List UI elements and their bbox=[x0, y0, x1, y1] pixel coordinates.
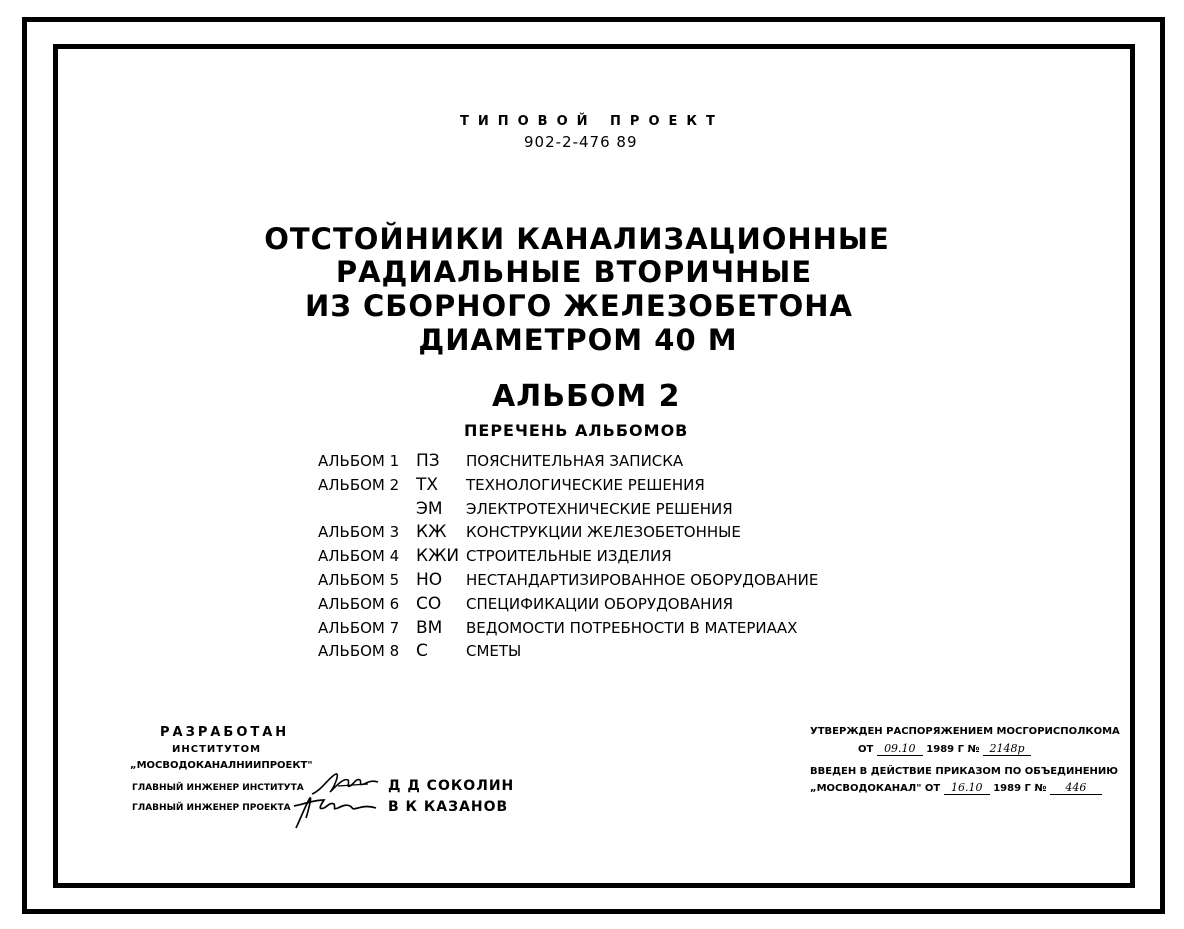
album-description: КОНСТРУКЦИИ ЖЕЛЕЗОБЕТОННЫЕ bbox=[466, 523, 741, 541]
album-number: АЛЬБОМ 7 bbox=[318, 619, 400, 637]
album-number: АЛЬБОМ 5 bbox=[318, 571, 400, 589]
title-line-2: РАДИАЛЬНЫЕ ВТОРИЧНЫЕ bbox=[335, 255, 813, 289]
album-code: С bbox=[416, 641, 428, 661]
approval-line-4 bbox=[810, 781, 1102, 795]
approval-number-label-2: № bbox=[1034, 783, 1047, 794]
approval-line-2 bbox=[858, 742, 1031, 756]
project-label: ТИПОВОЙ ПРОЕКТ bbox=[460, 114, 724, 129]
institute-label: ИНСТИТУТОМ bbox=[172, 744, 262, 755]
signature-kazanov bbox=[290, 792, 380, 832]
institute-name: „МОСВОДОКАНАЛНИИПРОЕКТ" bbox=[130, 760, 313, 771]
album-description: НЕСТАНДАРТИЗИРОВАННОЕ ОБОРУДОВАНИЕ bbox=[466, 571, 819, 589]
approval-line-3: ВВЕДЕН В ДЕЙСТВИЕ ПРИКАЗОМ ПО ОБЪЕДИНЕНИЮ bbox=[810, 766, 1119, 777]
project-number: 902-2-476 89 bbox=[524, 133, 638, 151]
album-code: ТХ bbox=[416, 475, 439, 495]
approval-line-1: УТВЕРЖДЕН РАСПОРЯЖЕНИЕМ МОСГОРИСПОЛКОМА bbox=[810, 726, 1120, 737]
album-description: СТРОИТЕЛЬНЫЕ ИЗДЕЛИЯ bbox=[466, 547, 672, 565]
album-number: АЛЬБОМ 3 bbox=[318, 523, 400, 541]
album-description: СПЕЦИФИКАЦИИ ОБОРУДОВАНИЯ bbox=[466, 595, 734, 613]
title-line-3: ИЗ СБОРНОГО ЖЕЛЕЗОБЕТОНА bbox=[305, 289, 853, 323]
album-number: АЛЬБОМ 4 bbox=[318, 547, 400, 565]
album-code: КЖ bbox=[416, 522, 447, 542]
approval-org: „МОСВОДОКАНАЛ" ОТ bbox=[810, 783, 941, 794]
album-description: ПОЯСНИТЕЛЬНАЯ ЗАПИСКА bbox=[466, 452, 684, 470]
approval-year-1: 1989 Г bbox=[926, 744, 964, 755]
approval-year-2: 1989 Г bbox=[993, 783, 1031, 794]
album-list-heading: ПЕРЕЧЕНЬ АЛЬБОМОВ bbox=[464, 421, 689, 440]
approval-from-label: ОТ bbox=[858, 744, 874, 755]
album-heading: АЛЬБОМ 2 bbox=[492, 379, 681, 414]
album-code: ВМ bbox=[416, 618, 443, 638]
title-line-4: ДИАМЕТРОМ 40 М bbox=[418, 323, 738, 357]
kazanov-name: В К КАЗАНОВ bbox=[388, 799, 509, 815]
album-number: АЛЬБОМ 6 bbox=[318, 595, 400, 613]
album-code: ПЗ bbox=[416, 451, 440, 471]
developed-label: РАЗРАБОТАН bbox=[160, 725, 290, 740]
approval-number-2: 446 bbox=[1050, 781, 1102, 795]
album-description: ВЕДОМОСТИ ПОТРЕБНОСТИ В МАТЕРИААХ bbox=[466, 619, 798, 637]
title-line-1: ОТСТОЙНИКИ КАНАЛИЗАЦИОННЫЕ bbox=[264, 222, 890, 256]
chief-engineer-project-label: ГЛАВНЫЙ ИНЖЕНЕР ПРОЕКТА bbox=[132, 803, 291, 813]
album-number: АЛЬБОМ 2 bbox=[318, 476, 400, 494]
approval-date-2: 16.10 bbox=[944, 781, 990, 795]
album-number: АЛЬБОМ 1 bbox=[318, 452, 400, 470]
album-description: ЭЛЕКТРОТЕХНИЧЕСКИЕ РЕШЕНИЯ bbox=[466, 500, 733, 518]
album-description: СМЕТЫ bbox=[466, 642, 522, 660]
album-number: АЛЬБОМ 8 bbox=[318, 642, 400, 660]
album-description: ТЕХНОЛОГИЧЕСКИЕ РЕШЕНИЯ bbox=[466, 476, 705, 494]
approval-number-1: 2148р bbox=[983, 742, 1031, 756]
album-code: СО bbox=[416, 594, 442, 614]
approval-number-label-1: № bbox=[967, 744, 980, 755]
album-code: КЖИ bbox=[416, 546, 460, 566]
chief-engineer-institute-label: ГЛАВНЫЙ ИНЖЕНЕР ИНСТИТУТА bbox=[132, 783, 304, 793]
approval-date-1: 09.10 bbox=[877, 742, 923, 756]
album-code: НО bbox=[416, 570, 443, 590]
sokolin-name: Д Д СОКОЛИН bbox=[388, 778, 515, 794]
album-code: ЭМ bbox=[416, 499, 443, 519]
